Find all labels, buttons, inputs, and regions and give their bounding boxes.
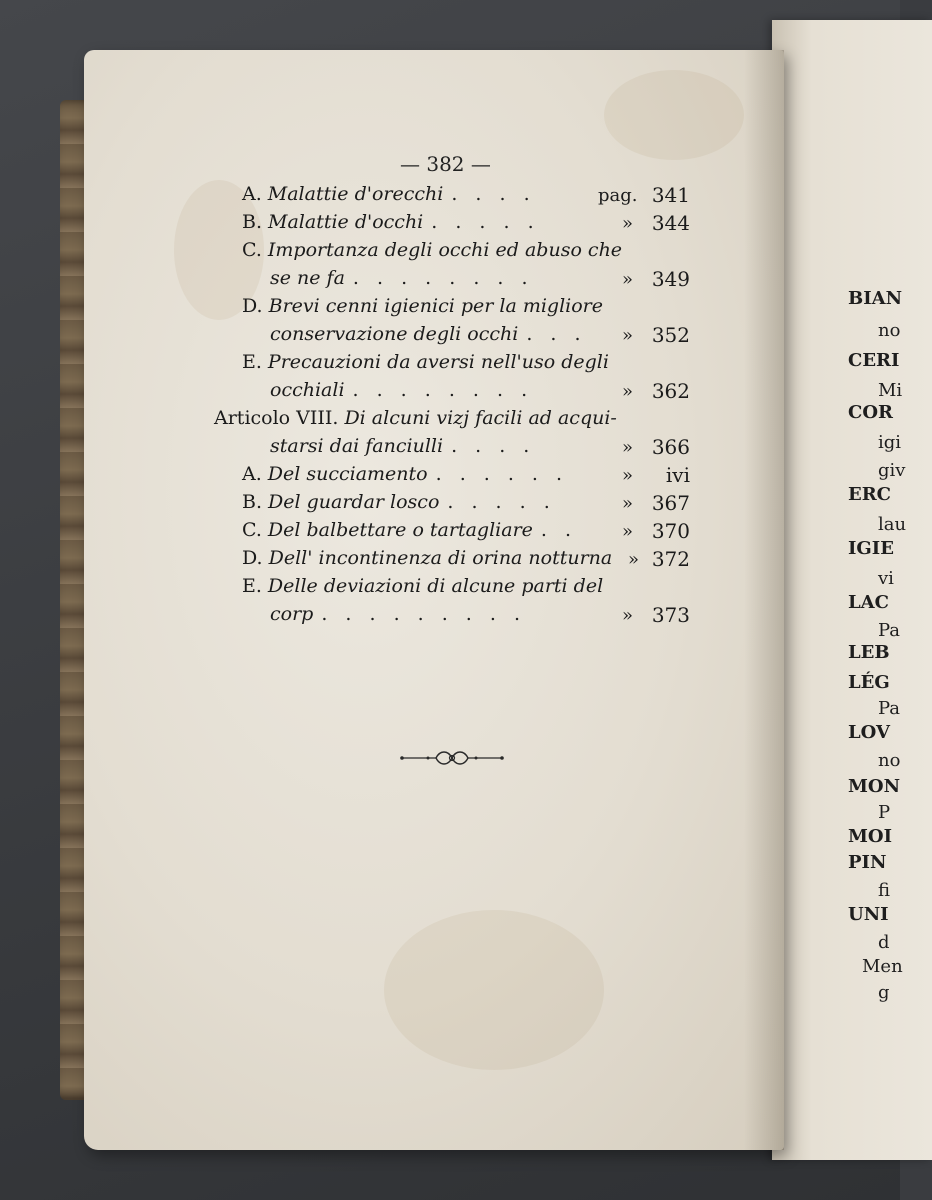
facing-fragment: no (878, 750, 901, 771)
entry-text: conservazione degli occhi (270, 323, 519, 345)
entry-page-number: 372 (651, 547, 690, 571)
facing-fragment: Mi (878, 380, 903, 401)
entry-dots: . . . . . (431, 211, 540, 233)
page-stain (384, 910, 604, 1070)
facing-fragment: Men (862, 956, 903, 977)
entry-text: Delle deviazioni di alcune parti del (267, 575, 604, 597)
entry-dots: . . . . . . . . (352, 267, 534, 289)
entry-dots: . . . . . . . . (352, 379, 534, 401)
entry-page-number: 349 (651, 267, 690, 291)
entry-page-number: 352 (651, 323, 690, 347)
facing-fragment: IGIE (848, 538, 894, 559)
ornament-divider-icon (400, 748, 504, 768)
entry-text: Del balbettare o tartagliare (267, 519, 533, 541)
facing-fragment: COR (848, 402, 893, 423)
entry-text: starsi dai fanciulli (270, 435, 444, 457)
facing-fragment: PIN (848, 852, 887, 873)
toc-entry (242, 463, 568, 485)
page-stain (604, 70, 744, 160)
entry-text: Del succiamento (267, 463, 428, 485)
facing-fragment: igi (878, 432, 902, 453)
entry-dots: . . . . . (447, 491, 556, 513)
entry-page-number: 362 (651, 379, 690, 403)
toc-entry (242, 183, 536, 205)
entry-letter: D. (242, 295, 263, 317)
facing-fragment: MOI (848, 826, 893, 847)
toc-entry (242, 519, 577, 541)
facing-fragment: d (878, 932, 890, 953)
page-prefix: » (622, 493, 634, 514)
entry-text: occhiali (270, 379, 345, 401)
entry-page-number: 366 (651, 435, 690, 459)
facing-fragment: fi (878, 880, 891, 901)
toc-entry (242, 295, 603, 317)
toc-entry (242, 575, 603, 597)
entry-dots: . . . . . . . . . (321, 603, 527, 625)
entry-dots: . . . . (451, 435, 536, 457)
entry-letter: A. (242, 463, 262, 485)
entry-letter: B. (242, 211, 263, 233)
entry-text: Brevi cenni igienici per la migliore (268, 295, 604, 317)
page-prefix: » (622, 521, 634, 542)
page-prefix: » (622, 605, 634, 626)
facing-fragment: ERC (848, 484, 892, 505)
entry-letter: B. (242, 491, 263, 513)
facing-fragment: LEB (848, 642, 890, 663)
entry-page-number: 341 (651, 183, 690, 207)
toc-entry (270, 323, 587, 345)
toc-entry (270, 267, 534, 289)
entry-text: Del guardar losco (268, 491, 440, 513)
facing-fragment: BIAN (848, 288, 903, 309)
page-prefix: » (622, 465, 634, 486)
toc-entry (214, 407, 617, 429)
entry-page-number: 370 (651, 519, 690, 543)
facing-page (772, 20, 932, 1160)
entry-text: Importanza degli occhi ed abuso che (267, 239, 623, 261)
entry-letter: D. (242, 547, 263, 569)
entry-page-number: ivi (665, 463, 690, 487)
page-prefix: » (622, 325, 634, 346)
entry-text: se ne fa (270, 267, 345, 289)
facing-fragment: UNI (848, 904, 889, 925)
facing-fragment: vi (878, 568, 894, 589)
facing-fragment: Pa (878, 620, 901, 641)
page-prefix: pag. (598, 185, 638, 206)
toc-entry (270, 435, 535, 457)
entry-dots: . . . . (451, 183, 536, 205)
page-prefix: » (622, 437, 634, 458)
toc-entry (270, 379, 533, 401)
facing-fragment: LÉG (848, 672, 890, 693)
toc-entry (270, 603, 526, 625)
entry-letter: E. (242, 351, 262, 373)
entry-page-number: 373 (651, 603, 690, 627)
page-prefix: » (628, 549, 640, 570)
facing-fragment: lau (878, 514, 907, 535)
entry-page-number: 344 (651, 211, 690, 235)
facing-fragment: CERI (848, 350, 900, 371)
toc-entry (242, 239, 622, 261)
facing-fragment: g (878, 982, 890, 1003)
entry-page-number: 367 (651, 491, 690, 515)
article-heading: Articolo VIII. (214, 407, 339, 429)
facing-fragment: LAC (848, 592, 889, 613)
entry-letter: C. (242, 239, 262, 261)
toc-entry (242, 351, 609, 373)
entry-text: Di alcuni vizj facili ad acqui- (344, 407, 617, 429)
toc-entry (242, 547, 612, 569)
entry-dots: . . . (526, 323, 587, 345)
entry-text: Dell' incontinenza di orina notturna (268, 547, 613, 569)
entry-letter: E. (242, 575, 262, 597)
entry-text: Malattie d'orecchi (267, 183, 444, 205)
page-prefix: » (622, 269, 634, 290)
facing-fragment: no (878, 320, 901, 341)
toc-entry (242, 491, 556, 513)
page-prefix: » (622, 381, 634, 402)
page-number: — 382 — (400, 152, 491, 176)
facing-fragment: Pa (878, 698, 901, 719)
page-prefix: » (622, 213, 634, 234)
entry-dots: . . (540, 519, 578, 541)
entry-dots: . . . . . . (435, 463, 569, 485)
entry-text: Malattie d'occhi (268, 211, 424, 233)
entry-letter: A. (242, 183, 262, 205)
facing-fragment: P (878, 802, 891, 823)
facing-fragment: MON (848, 776, 901, 797)
toc-entry (242, 211, 540, 233)
facing-fragment: giv (878, 460, 906, 481)
facing-fragment: LOV (848, 722, 890, 743)
entry-text: Precauzioni da aversi nell'uso degli (267, 351, 609, 373)
entry-text: corp (270, 603, 314, 625)
entry-letter: C. (242, 519, 262, 541)
